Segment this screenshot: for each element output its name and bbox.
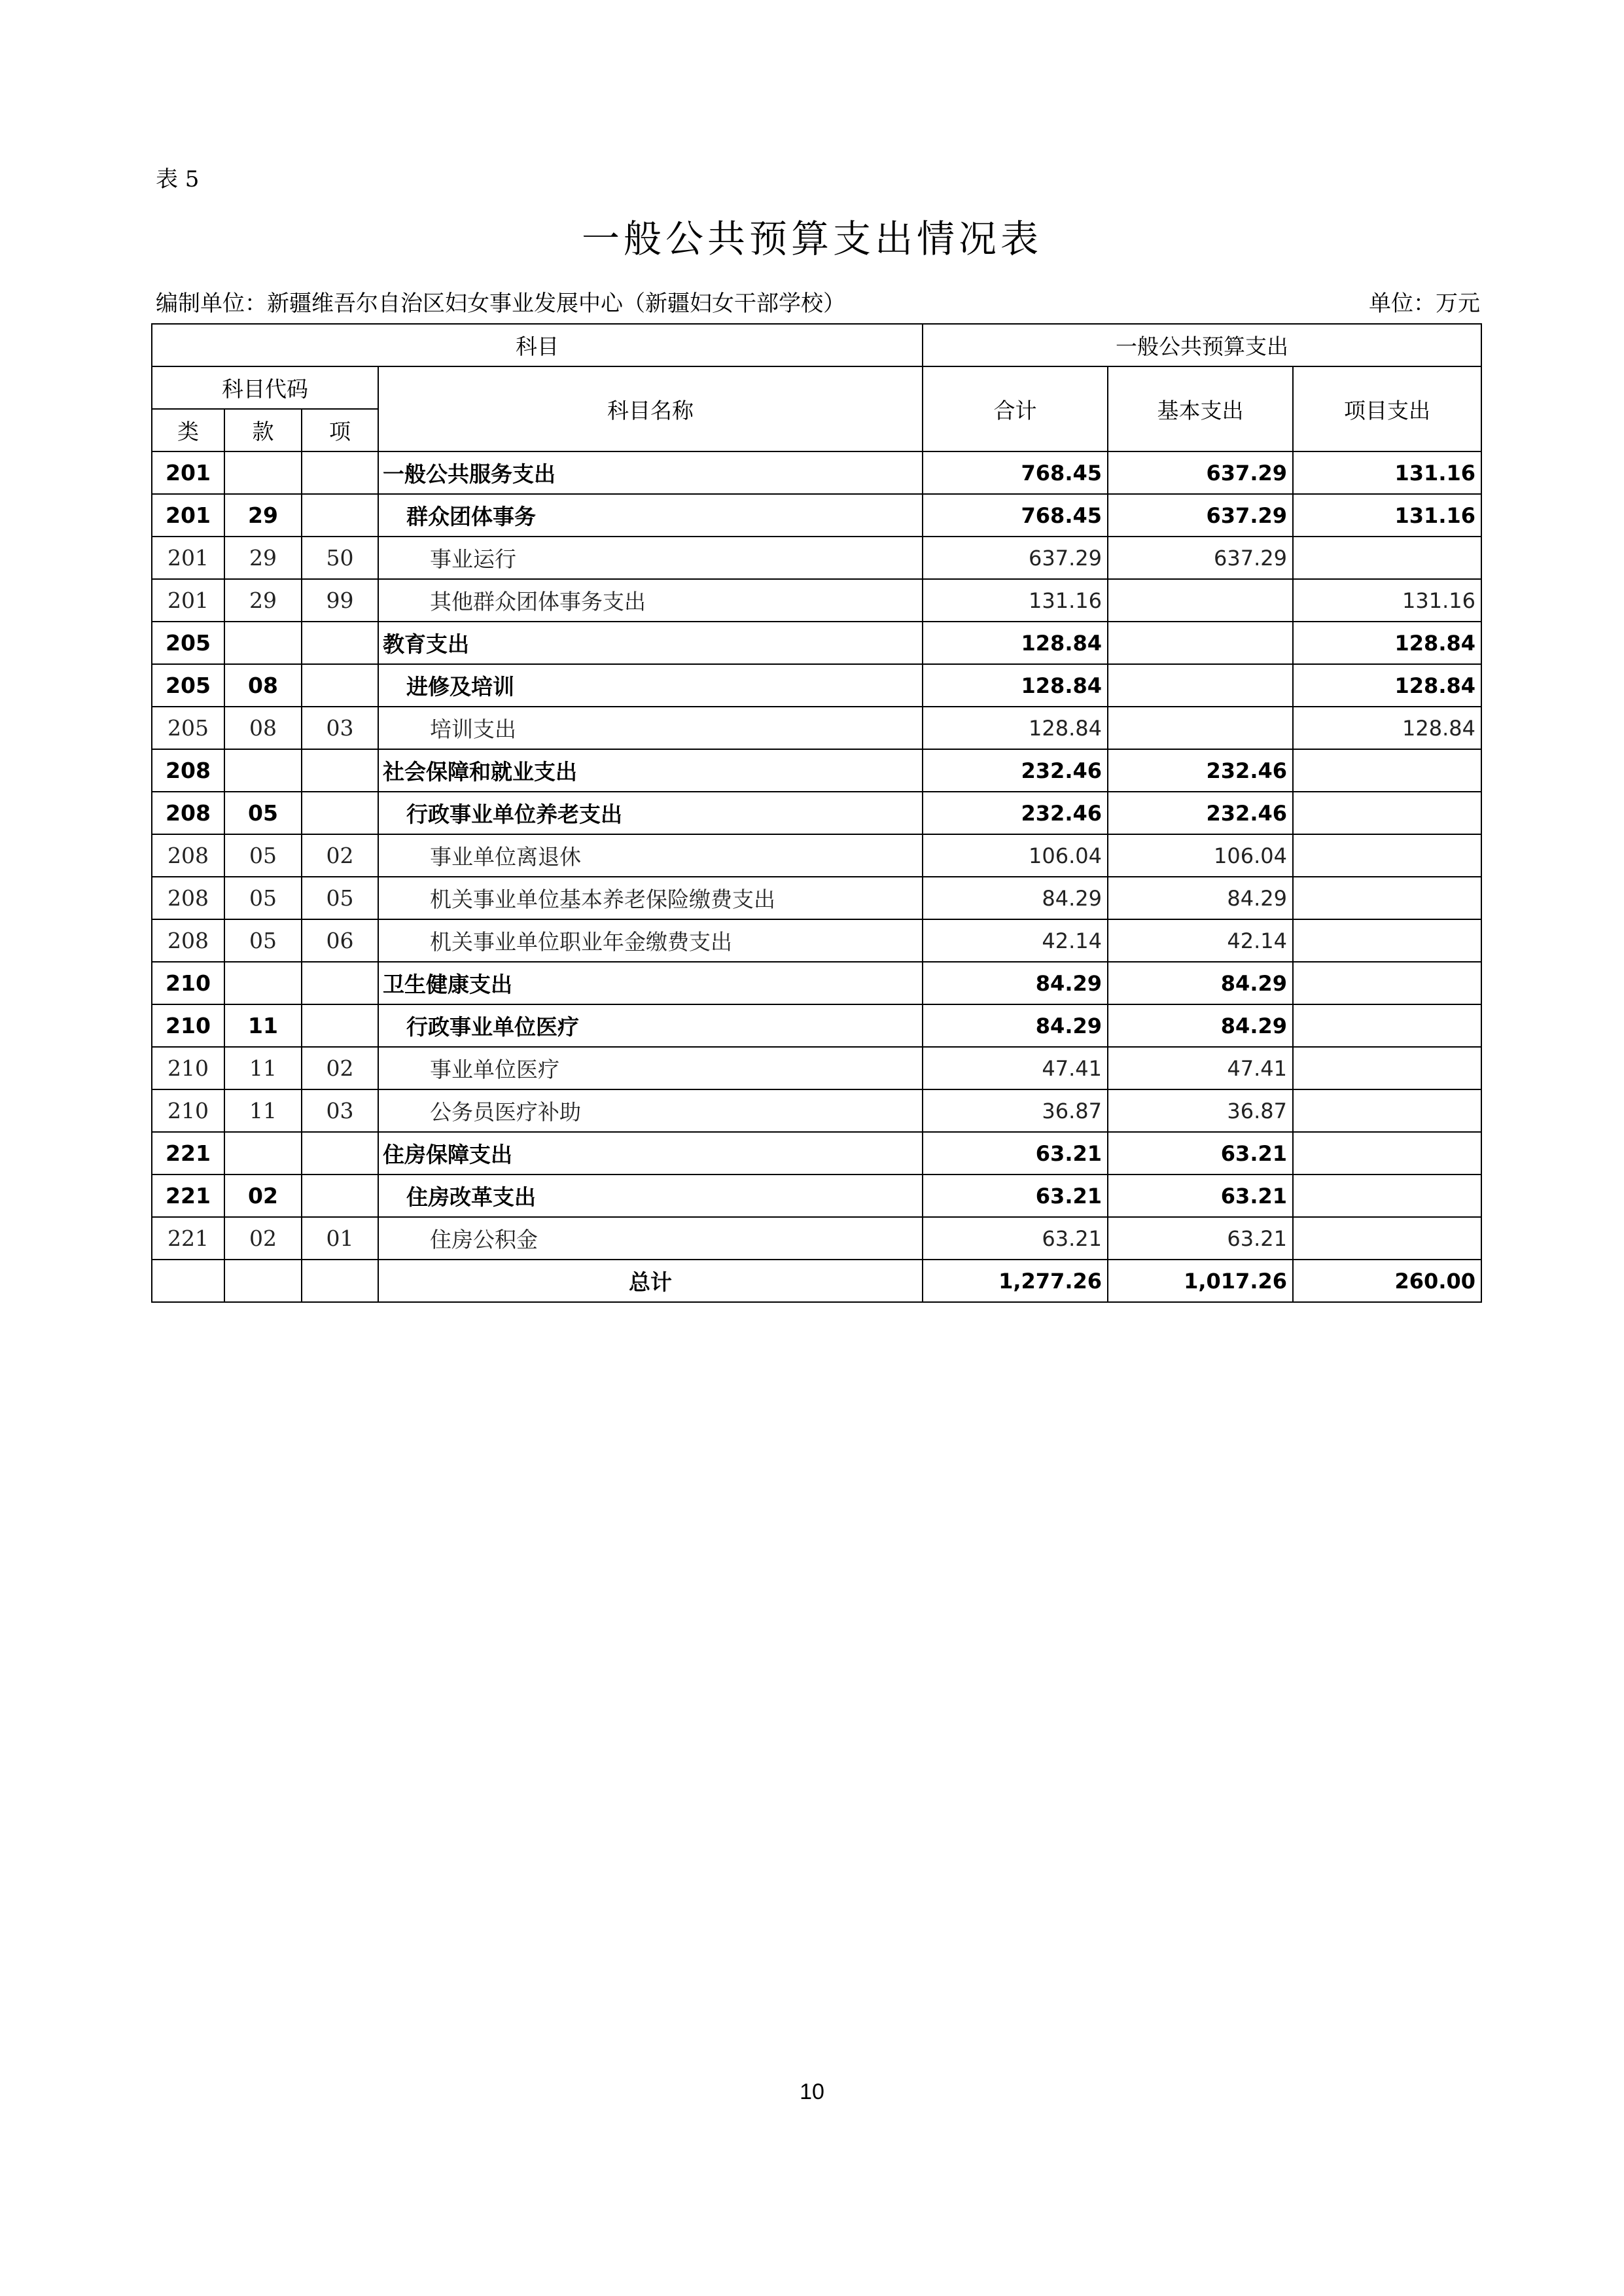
code-lei-cell: 210 (152, 1004, 224, 1047)
code-xiang-cell: 50 (302, 537, 378, 579)
code-kuan-cell (224, 749, 302, 792)
page-title: 一般公共预算支出情况表 (581, 217, 1042, 261)
code-lei-cell: 201 (152, 494, 224, 537)
basic-cell (1108, 579, 1293, 622)
total-cell: 768.45 (923, 494, 1108, 537)
subject-name-cell: 社会保障和就业支出 (378, 749, 923, 792)
header-total: 合计 (923, 366, 1108, 451)
total-cell: 131.16 (923, 579, 1108, 622)
code-lei-cell: 201 (152, 537, 224, 579)
table-row (152, 451, 1481, 494)
table-row (152, 1217, 1481, 1260)
code-kuan-cell: 08 (224, 664, 302, 707)
subject-name-cell: 事业单位医疗 (378, 1047, 923, 1089)
code-lei-cell: 208 (152, 834, 224, 877)
code-kuan-cell: 29 (224, 494, 302, 537)
code-xiang-cell: 02 (302, 834, 378, 877)
total-cell: 106.04 (923, 834, 1108, 877)
table-row (152, 834, 1481, 877)
basic-cell: 42.14 (1108, 919, 1293, 962)
code-kuan-cell: 05 (224, 877, 302, 919)
basic-cell: 637.29 (1108, 494, 1293, 537)
code-kuan-cell: 11 (224, 1089, 302, 1132)
table-label: 表 5 (156, 166, 200, 192)
code-xiang-cell: 03 (302, 707, 378, 749)
total-cell: 768.45 (923, 451, 1108, 494)
grand-total-basic: 1,017.26 (1108, 1260, 1293, 1302)
project-cell: 131.16 (1293, 451, 1481, 494)
subject-name-cell: 行政事业单位医疗 (378, 1004, 923, 1047)
table-row (152, 664, 1481, 707)
grand-total-label: 总计 (378, 1260, 923, 1302)
total-cell: 232.46 (923, 749, 1108, 792)
project-cell: 128.84 (1293, 707, 1481, 749)
code-xiang-cell: 99 (302, 579, 378, 622)
code-kuan-cell (224, 451, 302, 494)
code-lei-cell: 210 (152, 1047, 224, 1089)
code-lei-cell: 205 (152, 622, 224, 664)
total-cell: 36.87 (923, 1089, 1108, 1132)
project-cell (1293, 962, 1481, 1004)
subject-name-cell: 机关事业单位职业年金缴费支出 (378, 919, 923, 962)
code-lei-cell: 201 (152, 579, 224, 622)
project-cell (1293, 1174, 1481, 1217)
basic-cell (1108, 664, 1293, 707)
table-row (152, 962, 1481, 1004)
project-cell: 131.16 (1293, 579, 1481, 622)
code-kuan-cell: 11 (224, 1004, 302, 1047)
project-cell (1293, 919, 1481, 962)
project-cell (1293, 1217, 1481, 1260)
project-cell: 131.16 (1293, 494, 1481, 537)
subject-name-cell: 行政事业单位养老支出 (378, 792, 923, 834)
table-body (152, 451, 1481, 1260)
total-cell: 84.29 (923, 1004, 1108, 1047)
basic-cell: 63.21 (1108, 1132, 1293, 1174)
code-kuan-cell: 29 (224, 579, 302, 622)
table-row (152, 1047, 1481, 1089)
basic-cell: 63.21 (1108, 1174, 1293, 1217)
subject-name-cell: 住房保障支出 (378, 1132, 923, 1174)
code-xiang-cell: 01 (302, 1217, 378, 1260)
code-kuan-cell: 05 (224, 792, 302, 834)
basic-cell: 637.29 (1108, 451, 1293, 494)
code-xiang-cell: 02 (302, 1047, 378, 1089)
code-lei-cell: 221 (152, 1132, 224, 1174)
total-cell: 42.14 (923, 919, 1108, 962)
code-kuan-cell: 05 (224, 834, 302, 877)
basic-cell: 63.21 (1108, 1217, 1293, 1260)
project-cell (1293, 834, 1481, 877)
code-kuan-cell: 29 (224, 537, 302, 579)
table-row (152, 1174, 1481, 1217)
code-kuan-cell: 11 (224, 1047, 302, 1089)
grand-total-row (152, 1260, 1481, 1302)
unit-label: 单位：万元 (1369, 291, 1480, 317)
subject-name-cell: 群众团体事务 (378, 494, 923, 537)
code-xiang-cell: 05 (302, 877, 378, 919)
code-xiang-cell (302, 622, 378, 664)
project-cell (1293, 1132, 1481, 1174)
code-lei-cell: 208 (152, 749, 224, 792)
basic-cell: 84.29 (1108, 1004, 1293, 1047)
code-lei-cell: 205 (152, 707, 224, 749)
code-kuan-cell: 02 (224, 1174, 302, 1217)
subject-name-cell: 机关事业单位基本养老保险缴费支出 (378, 877, 923, 919)
header-name: 科目名称 (378, 366, 923, 451)
code-kuan-cell: 02 (224, 1217, 302, 1260)
code-kuan-cell: 05 (224, 919, 302, 962)
project-cell (1293, 792, 1481, 834)
basic-cell: 232.46 (1108, 792, 1293, 834)
total-cell: 637.29 (923, 537, 1108, 579)
total-cell: 47.41 (923, 1047, 1108, 1089)
table-row (152, 919, 1481, 962)
code-xiang-cell (302, 451, 378, 494)
table-row (152, 1089, 1481, 1132)
subject-name-cell: 住房公积金 (378, 1217, 923, 1260)
code-xiang-cell (302, 749, 378, 792)
header-xiang: 项 (302, 409, 378, 451)
code-lei-cell: 221 (152, 1217, 224, 1260)
subject-name-cell: 其他群众团体事务支出 (378, 579, 923, 622)
total-cell: 84.29 (923, 962, 1108, 1004)
total-cell: 63.21 (923, 1217, 1108, 1260)
subject-name-cell: 教育支出 (378, 622, 923, 664)
code-xiang-cell (302, 962, 378, 1004)
code-kuan-cell (224, 1132, 302, 1174)
project-cell: 128.84 (1293, 622, 1481, 664)
header-basic: 基本支出 (1108, 366, 1293, 451)
subject-name-cell: 培训支出 (378, 707, 923, 749)
header-kuan: 款 (224, 409, 302, 451)
total-cell: 128.84 (923, 664, 1108, 707)
total-empty-cell (152, 1260, 224, 1302)
code-xiang-cell (302, 792, 378, 834)
code-xiang-cell (302, 1004, 378, 1047)
page-number: 10 (800, 2079, 824, 2104)
subject-name-cell: 卫生健康支出 (378, 962, 923, 1004)
total-cell: 63.21 (923, 1174, 1108, 1217)
code-xiang-cell (302, 664, 378, 707)
code-lei-cell: 208 (152, 792, 224, 834)
project-cell (1293, 1047, 1481, 1089)
code-xiang-cell (302, 494, 378, 537)
project-cell (1293, 1089, 1481, 1132)
code-lei-cell: 210 (152, 1089, 224, 1132)
total-cell: 128.84 (923, 707, 1108, 749)
header-code-group: 科目代码 (152, 366, 378, 409)
table-row (152, 707, 1481, 749)
total-empty-cell (302, 1260, 378, 1302)
grand-total-project: 260.00 (1293, 1260, 1481, 1302)
subject-name-cell: 一般公共服务支出 (378, 451, 923, 494)
budget-table (151, 323, 1482, 1303)
project-cell (1293, 749, 1481, 792)
subject-name-cell: 进修及培训 (378, 664, 923, 707)
project-cell: 128.84 (1293, 664, 1481, 707)
subject-name-cell: 事业单位离退休 (378, 834, 923, 877)
basic-cell: 36.87 (1108, 1089, 1293, 1132)
basic-cell: 106.04 (1108, 834, 1293, 877)
code-lei-cell: 208 (152, 919, 224, 962)
table-row (152, 877, 1481, 919)
code-lei-cell: 208 (152, 877, 224, 919)
code-xiang-cell: 03 (302, 1089, 378, 1132)
total-cell: 63.21 (923, 1132, 1108, 1174)
code-lei-cell: 221 (152, 1174, 224, 1217)
total-cell: 232.46 (923, 792, 1108, 834)
subject-name-cell: 住房改革支出 (378, 1174, 923, 1217)
code-xiang-cell: 06 (302, 919, 378, 962)
table-row (152, 1132, 1481, 1174)
basic-cell: 232.46 (1108, 749, 1293, 792)
code-xiang-cell (302, 1174, 378, 1217)
header-row-1 (152, 324, 1481, 366)
code-kuan-cell (224, 962, 302, 1004)
basic-cell: 47.41 (1108, 1047, 1293, 1089)
total-cell: 128.84 (923, 622, 1108, 664)
code-kuan-cell: 08 (224, 707, 302, 749)
code-xiang-cell (302, 1132, 378, 1174)
header-budget-group: 一般公共预算支出 (923, 324, 1481, 366)
header-project: 项目支出 (1293, 366, 1481, 451)
table-row (152, 749, 1481, 792)
code-kuan-cell (224, 622, 302, 664)
header-row-2 (152, 366, 1481, 409)
table-row (152, 792, 1481, 834)
header-subject: 科目 (152, 324, 923, 366)
project-cell (1293, 1004, 1481, 1047)
code-lei-cell: 205 (152, 664, 224, 707)
code-lei-cell: 210 (152, 962, 224, 1004)
project-cell (1293, 537, 1481, 579)
basic-cell: 637.29 (1108, 537, 1293, 579)
table-row (152, 579, 1481, 622)
basic-cell: 84.29 (1108, 962, 1293, 1004)
table-row (152, 537, 1481, 579)
basic-cell: 84.29 (1108, 877, 1293, 919)
table-row (152, 1004, 1481, 1047)
total-empty-cell (224, 1260, 302, 1302)
table-row (152, 622, 1481, 664)
subject-name-cell: 事业运行 (378, 537, 923, 579)
table-row (152, 494, 1481, 537)
subject-name-cell: 公务员医疗补助 (378, 1089, 923, 1132)
basic-cell (1108, 622, 1293, 664)
basic-cell (1108, 707, 1293, 749)
project-cell (1293, 877, 1481, 919)
code-lei-cell: 201 (152, 451, 224, 494)
grand-total-amount: 1,277.26 (923, 1260, 1108, 1302)
header-lei: 类 (152, 409, 224, 451)
organization-label: 编制单位：新疆维吾尔自治区妇女事业发展中心（新疆妇女干部学校） (156, 291, 845, 317)
total-cell: 84.29 (923, 877, 1108, 919)
